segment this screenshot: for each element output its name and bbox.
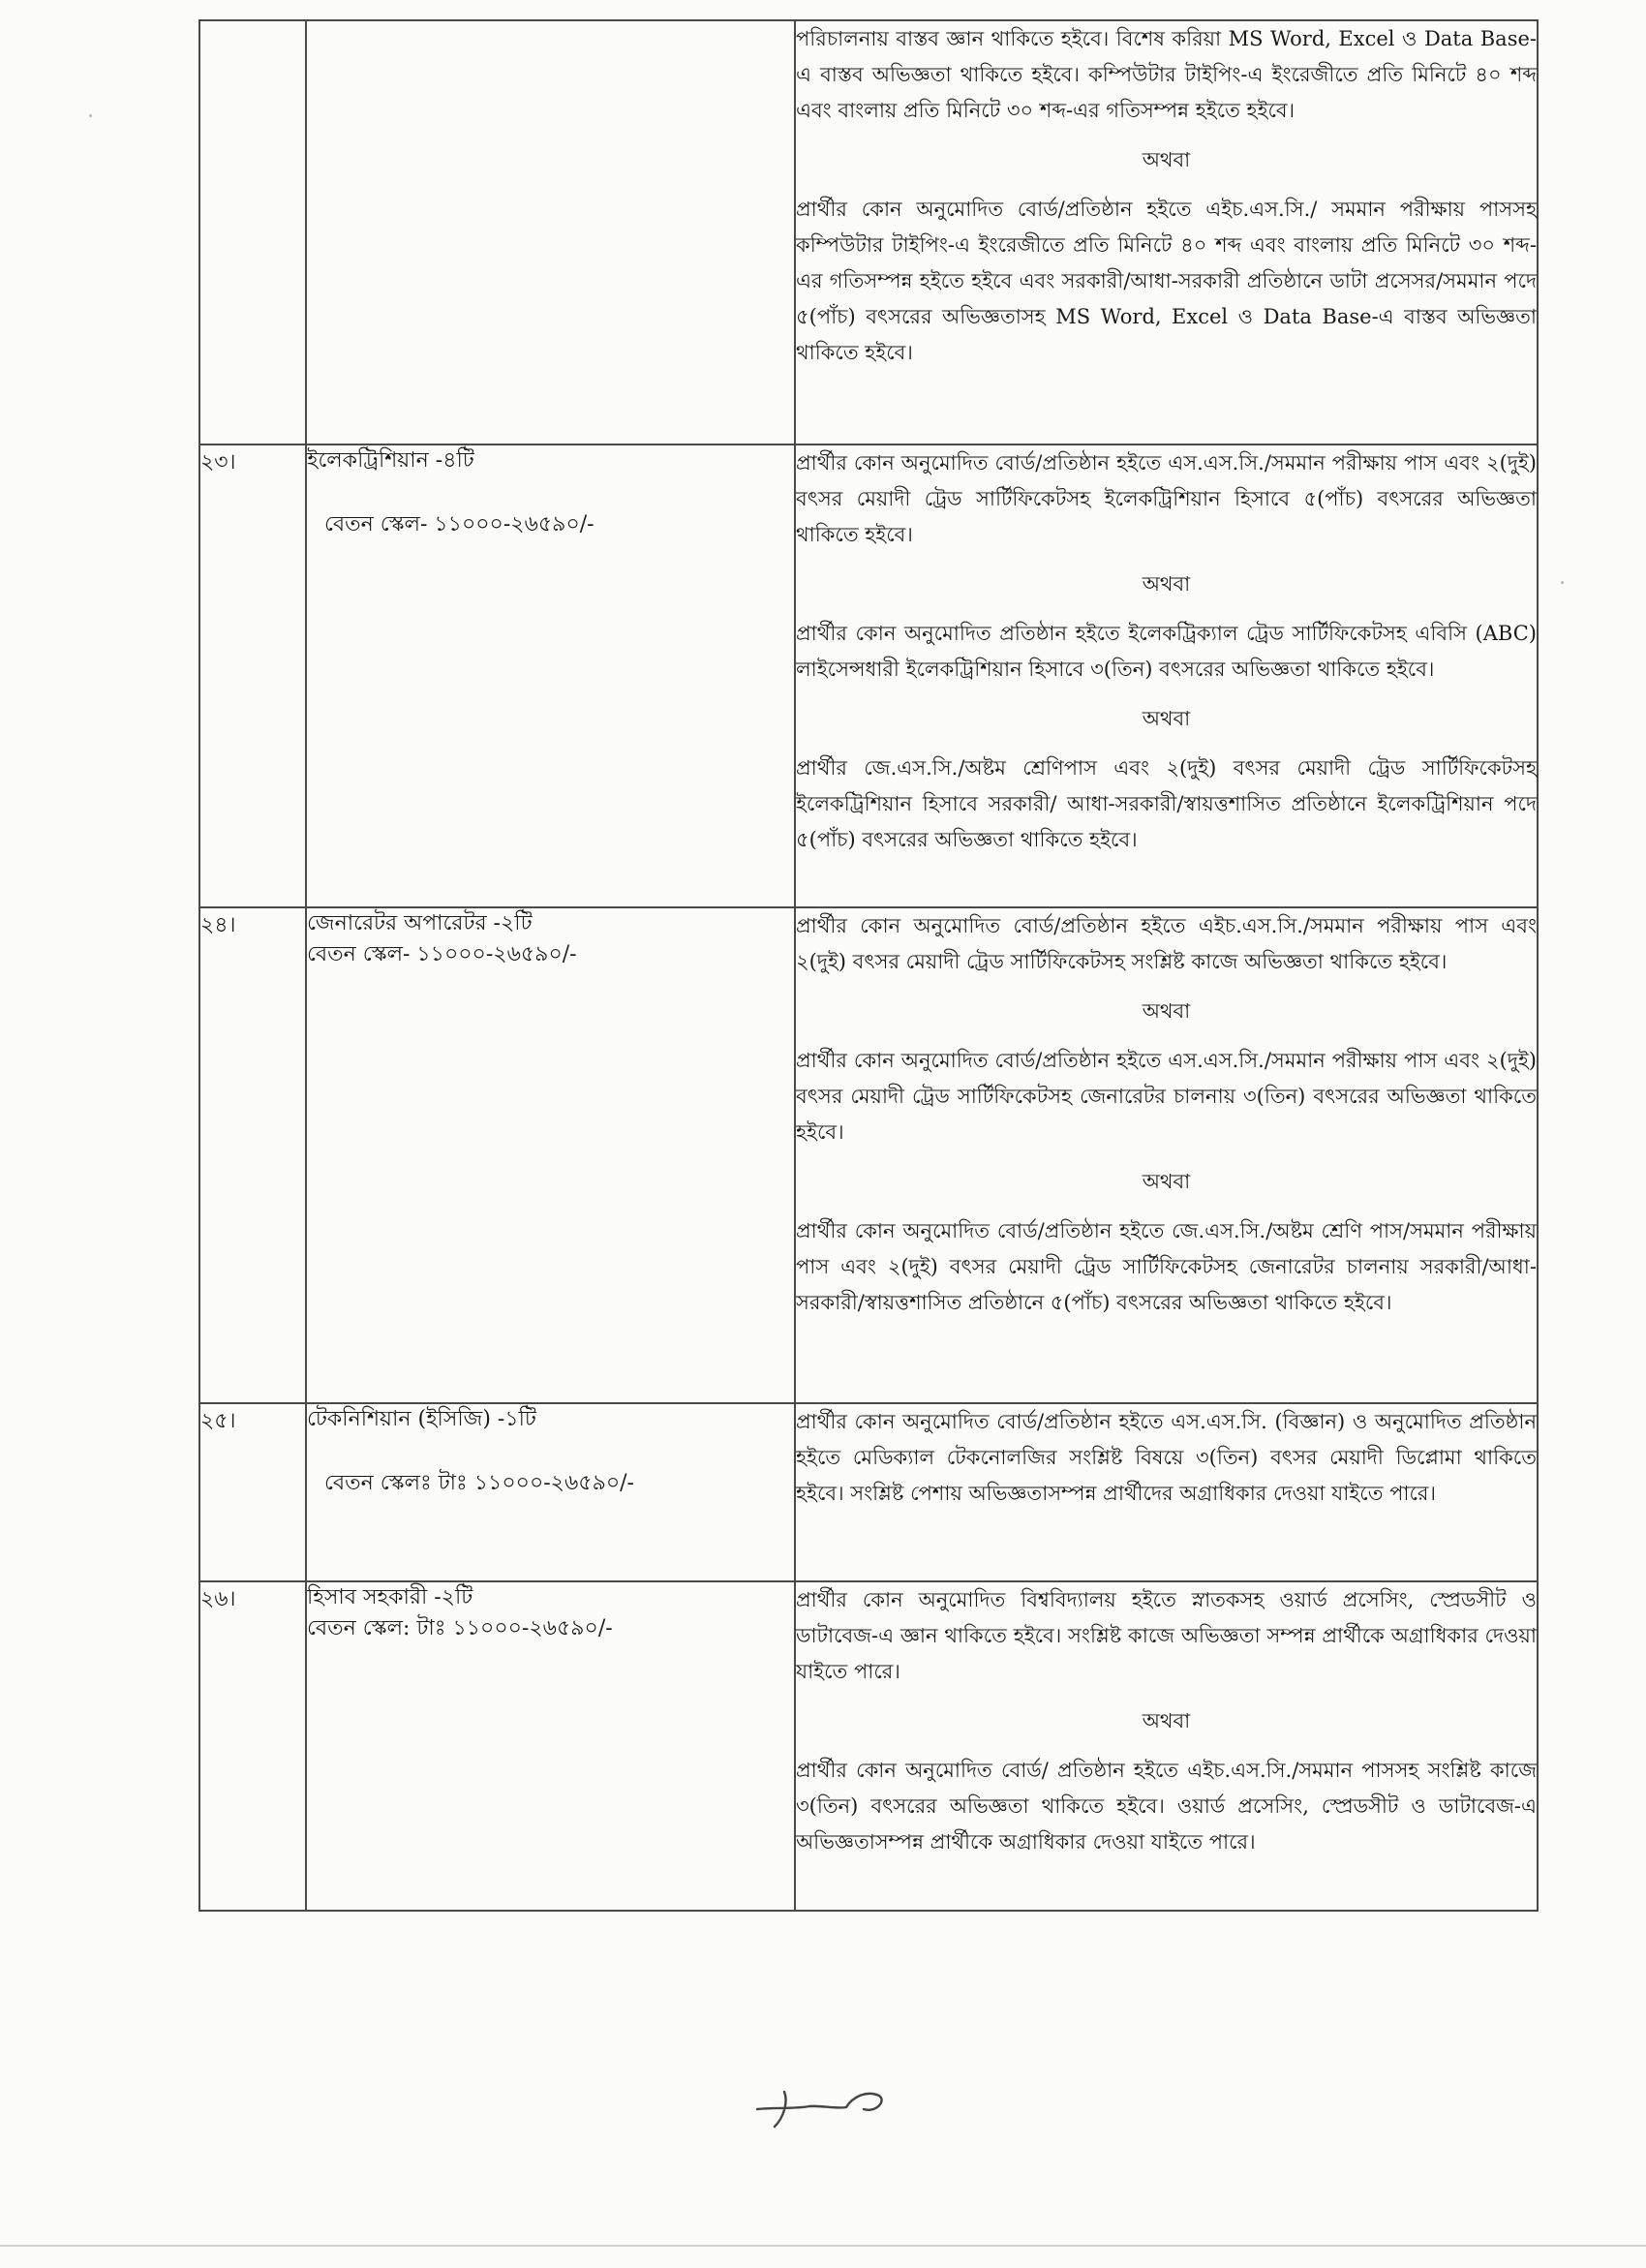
serial-number: ২৩। [199, 444, 306, 907]
or-separator: অথবা [1142, 1170, 1191, 1193]
table-row [199, 444, 1538, 907]
post-cell [306, 907, 795, 1403]
qualification-text: প্রার্থীর কোন অনুমোদিত বোর্ড/ প্রতিষ্ঠান হইতে এইচ.এস.সি./সমমান পাসসহ সংশ্লিষ্ট কাজে ৩(তিন) বৎসরের অভিজ্ঞতা থাকিতে হইবে। ওয়ার্ড প্রসেসিং, স্প্রেডসীট ও ডাটাবেজ-এ অভিজ্ঞতাসম্পন্ন প্রার্থীকে অগ্রাধিকার দেওয়া যাইতে পারে। [796, 1759, 1537, 1854]
qualification-text: প্রার্থীর কোন অনুমোদিত প্রতিষ্ঠান হইতে ইলেকট্রিক্যাল ট্রেড সার্টিফিকেটসহ এবিসি (ABC) লাইসেন্সধারী ইলেকট্রিশিয়ান হিসাবে ৩(তিন) বৎসরের অভিজ্ঞতা থাকিতে হইবে। [796, 622, 1537, 681]
qualification-text: প্রার্থীর জে.এস.সি./অষ্টম শ্রেণিপাস এবং ২(দুই) বৎসর মেয়াদী ট্রেড সার্টিফিকেটসহ ইলেকট্রিশিয়ান হিসাবে সরকারী/ আধা-সরকারী/স্বায়ত্তশাসিত প্রতিষ্ঠানে ইলেকট্রিশিয়ান পদে ৫(পাঁচ) বৎসরের অভিজ্ঞতা থাকিতে হইবে। [796, 756, 1537, 851]
pay-scale: বেতন স্কেলঃ টাঃ ১১০০০-২৬৫৯০/- [324, 1470, 634, 1495]
post-name: হিসাব সহকারী -২টি [307, 1585, 473, 1609]
qualification-cell [795, 1581, 1538, 1911]
serial-cell [199, 20, 306, 444]
or-separator: অথবা [1142, 999, 1191, 1023]
post-cell [306, 20, 795, 444]
qualification-cell [795, 907, 1538, 1403]
or-separator: অথবা [1142, 148, 1191, 171]
table-row [199, 20, 1538, 444]
scan-speck [89, 114, 92, 117]
table-row [199, 1581, 1538, 1911]
post-name: ইলেকট্রিশিয়ান -৪টি [307, 448, 474, 473]
post-name: জেনারেটর অপারেটর -২টি [307, 911, 533, 935]
job-qualification-table-container [198, 19, 1537, 1912]
qualification-cell [795, 1403, 1538, 1581]
qualification-text: প্রার্থীর কোন অনুমোদিত বোর্ড/প্রতিষ্ঠান হইতে এস.এস.সি./সমমান পরীক্ষায় পাস এবং ২(দুই) বৎসর মেয়াদী ট্রেড সার্টিফিকেটসহ জেনারেটর চালনায় ৩(তিন) বৎসরের অভিজ্ঞতা থাকিতে হইবে। [796, 1049, 1537, 1144]
post-cell [306, 1403, 795, 1581]
qualification-text: প্রার্থীর কোন অনুমোদিত বোর্ড/প্রতিষ্ঠান হইতে জে.এস.সি./অষ্টম শ্রেণি পাস/সমমান পরীক্ষায় পাস এবং ২(দুই) বৎসর মেয়াদী ট্রেড সার্টিফিকেটসহ জেনারেটর চালনায় সরকারী/আধা-সরকারী/স্বায়ত্তশাসিত প্রতিষ্ঠানে ৫(পাঁচ) বৎসরের অভিজ্ঞতা থাকিতে হইবে। [796, 1219, 1537, 1314]
qualification-cell [795, 444, 1538, 907]
or-separator: অথবা [1142, 572, 1191, 596]
qualification-text: প্রার্থীর কোন অনুমোদিত বোর্ড/প্রতিষ্ঠান হইতে এইচ.এস.সি./ সমমান পরীক্ষায় পাসসহ কম্পিউটার টাইপিং-এ ইংরেজীতে প্রতি মিনিটে ৪০ শব্দ এবং বাংলায় প্রতি মিনিটে ৩০ শব্দ-এর গতিসম্পন্ন হইতে হইবে এবং সরকারী/আধা-সরকারী প্রতিষ্ঠানে ডাটা প্রসেসর/সমমান পদে ৫(পাঁচ) বৎসরের অভিজ্ঞতাসহ MS Word, Excel ও Data Base-এ বাস্তব অভিজ্ঞতা থাকিতে হইবে। [796, 198, 1537, 364]
pay-scale: বেতন স্কেল: টাঃ ১১০০০-২৬৫৯০/- [307, 1615, 613, 1640]
handwritten-page-mark [746, 2080, 920, 2134]
or-separator: অথবা [1142, 707, 1191, 730]
qualification-text: প্রার্থীর কোন অনুমোদিত বোর্ড/প্রতিষ্ঠান হইতে এস.এস.সি. (বিজ্ঞান) ও অনুমোদিত প্রতিষ্ঠান হইতে মেডিক্যাল টেকনোলজির সংশ্লিষ্ট বিষয়ে ৩(তিন) বৎসর মেয়াদী ডিপ্লোমা থাকিতে হইবে। সংশ্লিষ্ট পেশায় অভিজ্ঞতাসম্পন্ন প্রার্থীদের অগ্রাধিকার দেওয়া যাইতে পারে। [796, 1410, 1537, 1505]
serial-number: ২৫। [199, 1403, 306, 1581]
serial-number: ২৪। [199, 907, 306, 1403]
qualification-text: প্রার্থীর কোন অনুমোদিত বিশ্ববিদ্যালয় হইতে স্নাতকসহ ওয়ার্ড প্রসেসিং, স্প্রেডসীট ও ডাটাবেজ-এ জ্ঞান থাকিতে হইবে। সংশ্লিষ্ট কাজে অভিজ্ঞতা সম্পন্ন প্রার্থীকে অগ্রাধিকার দেওয়া যাইতে পারে। [796, 1588, 1537, 1683]
pay-scale: বেতন স্কেল- ১১০০০-২৬৫৯০/- [324, 511, 594, 536]
qualification-text: পরিচালনায় বাস্তব জ্ঞান থাকিতে হইবে। বিশেষ করিয়া MS Word, Excel ও Data Base-এ বাস্তব অভিজ্ঞতা থাকিতে হইবে। কম্পিউটার টাইপিং-এ ইংরেজীতে প্রতি মিনিটে ৪০ শব্দ এবং বাংলায় প্রতি মিনিটে ৩০ শব্দ-এর গতিসম্পন্ন হইতে হইবে। [796, 27, 1537, 122]
post-cell [306, 444, 795, 907]
serial-number: ২৬। [199, 1581, 306, 1911]
qualification-cell [795, 20, 1538, 444]
pay-scale: বেতন স্কেল- ১১০০০-২৬৫৯০/- [307, 941, 577, 966]
qualification-text: প্রার্থীর কোন অনুমোদিত বোর্ড/প্রতিষ্ঠান হইতে এইচ.এস.সি./সমমান পরীক্ষায় পাস এবং ২(দুই) বৎসর মেয়াদী ট্রেড সার্টিফিকেটসহ সংশ্লিষ্ট কাজে অভিজ্ঞতা থাকিতে হইবে। [796, 914, 1537, 973]
bottom-scan-edge [0, 2245, 1646, 2247]
post-name: টেকনিশিয়ান (ইসিজি) -১টি [307, 1407, 536, 1431]
table-row [199, 907, 1538, 1403]
qualification-text: প্রার্থীর কোন অনুমোদিত বোর্ড/প্রতিষ্ঠান হইতে এস.এস.সি./সমমান পরীক্ষায় পাস এবং ২(দুই) বৎসর মেয়াদী ট্রেড সার্টিফিকেটসহ ইলেকট্রিশিয়ান হিসাবে ৫(পাঁচ) বৎসরের অভিজ্ঞতা থাকিতে হইবে। [796, 451, 1537, 546]
job-qualification-table [198, 19, 1539, 1912]
post-cell [306, 1581, 795, 1911]
table-row [199, 1403, 1538, 1581]
or-separator: অথবা [1142, 1709, 1191, 1732]
scan-speck [1561, 581, 1564, 584]
